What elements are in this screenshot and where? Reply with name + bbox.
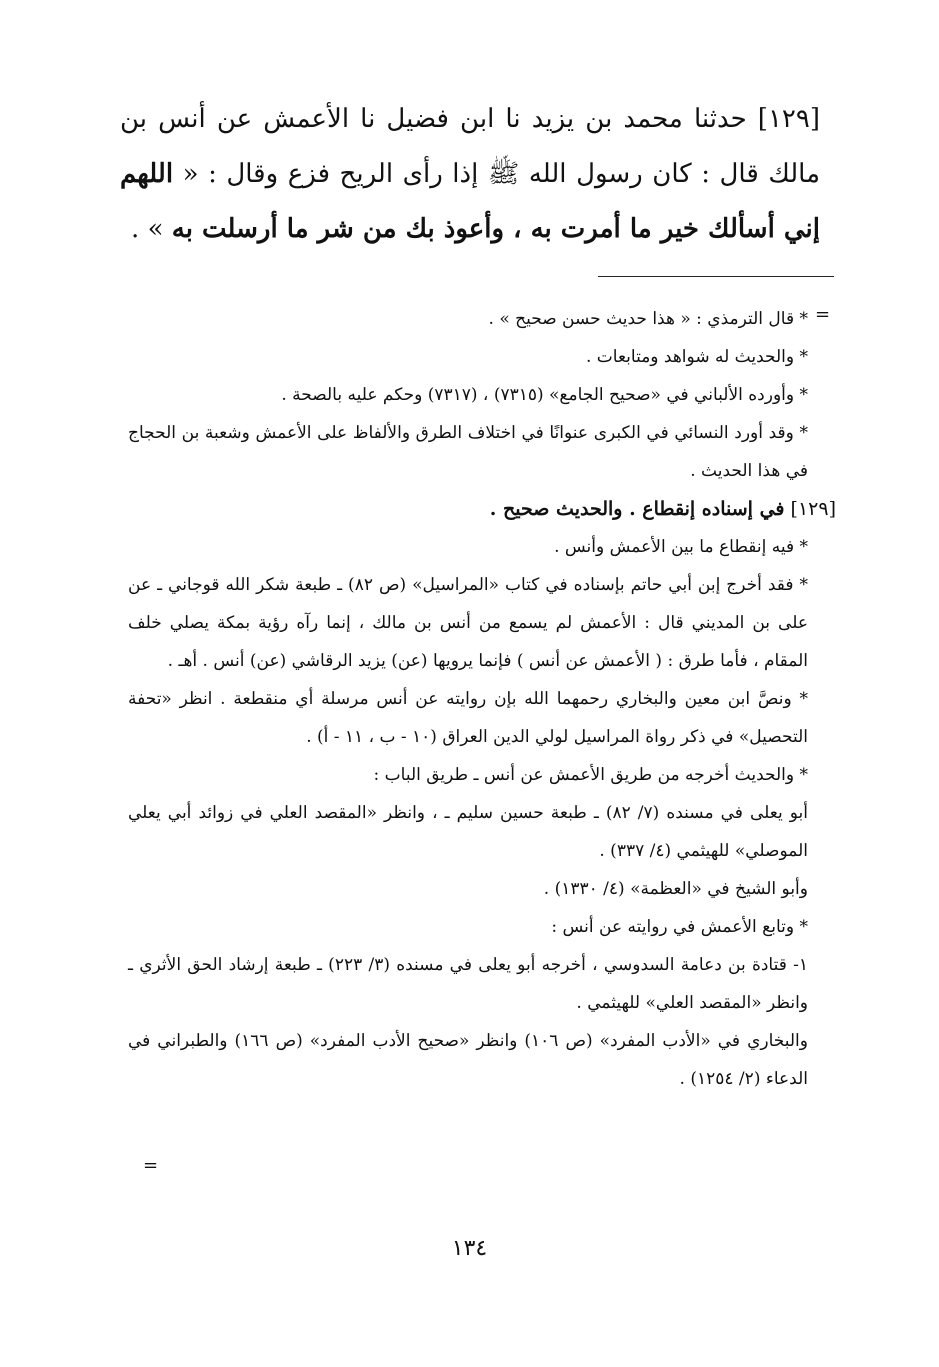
footnotes	[128, 300, 836, 1098]
note-takhrij-heading: * والحديث أخرجه من طريق الأعمش عن أنس ـ طريق الباب :	[373, 765, 808, 785]
note-ibn-abi-hatim: * فقد أخرج إبن أبي حاتم بإسناده في كتاب «المراسيل» (ص ٨٢) ـ طبعة شكر الله قوجاني ـ عن على بن المديني قال : الأعمش لم يسمع من أنس بن مالك ، إنما رآه رؤية بمكة يصلي خلف المقام ، فأما طرق : ( الأعمش عن أنس ) فإنما يرويها (عن) يزيد الرقاشي (عن) أنس . أهـ .	[128, 575, 808, 671]
continuation-mark-top: =	[815, 304, 831, 325]
page-number: ١٣٤	[451, 1236, 488, 1261]
note-nasai: * وقد أورد النسائي في الكبرى عنوانًا في اختلاف الطرق والألفاظ على الأعمش وشعبة بن الحجاج في هذا الحديث .	[128, 423, 808, 481]
hadith-intro: [١٢٩] حدثنا محمد بن يزيد نا ابن فضيل نا الأعمش عن أنس بن مالك قال : كان رسول الله ﷺ إذا رأى الريح فزع وقال : «	[120, 104, 821, 189]
note-bukhari-tabarani: والبخاري في «الأدب المفرد» (ص ١٠٦) وانظر «صحيح الأدب المفرد» (ص ١٦٦) والطبراني في الدعاء (٢/ ١٢٥٤) .	[128, 1031, 808, 1089]
note-ibn-main: * ونصَّ ابن معين والبخاري رحمهما الله بإن روايته عن أنس مرسلة أي منقطعة . انظر «تحفة التحصيل» في ذكر رواة المراسيل لولي الدين العراق (١٠ - ب ، ١١ - أ) .	[128, 689, 808, 747]
note-abu-shaykh: وأبو الشيخ في «العظمة» (٤/ ١٣٣٠) .	[543, 879, 808, 899]
note-tirmidhi: * قال الترمذي : « هذا حديث حسن صحيح » .	[488, 309, 808, 329]
note-inqita: * فيه إنقطاع ما بين الأعمش وأنس .	[554, 537, 808, 557]
footnote-divider	[598, 276, 834, 277]
note-shawahid: * والحديث له شواهد ومتابعات .	[585, 347, 808, 367]
hadith-dua: اللهم إني أسألك خير ما أمرت به ، وأعوذ بك من شر ما أرسلت به	[120, 159, 820, 244]
hadith-closing: » .	[131, 214, 164, 244]
note-albani: * وأورده الألباني في «صحيح الجامع» (٧٣١٥) ، (٧٣١٧) وحكم عليه بالصحة .	[281, 385, 808, 405]
hadith-text	[120, 92, 820, 257]
section-grade: في إسناده إنقطاع . والحديث صحيح .	[489, 498, 785, 520]
section-heading	[128, 490, 836, 528]
section-number: [١٢٩]	[790, 498, 836, 520]
continuation-mark-bottom: =	[143, 1155, 159, 1176]
note-mutabaat-heading: * وتابع الأعمش في روايته عن أنس :	[551, 917, 808, 937]
note-qatada: ١- قتادة بن دعامة السدوسي ، أخرجه أبو يعلى في مسنده (٣/ ٢٢٣) ـ طبعة إرشاد الحق الأثري ـ وانظر «المقصد العلي» للهيثمي .	[128, 955, 808, 1013]
note-abu-yala: أبو يعلى في مسنده (٧/ ٨٢) ـ طبعة حسين سليم ـ ، وانظر «المقصد العلي في زوائد أبي يعلي الموصلي» للهيثمي (٤/ ٣٣٧) .	[128, 803, 808, 861]
